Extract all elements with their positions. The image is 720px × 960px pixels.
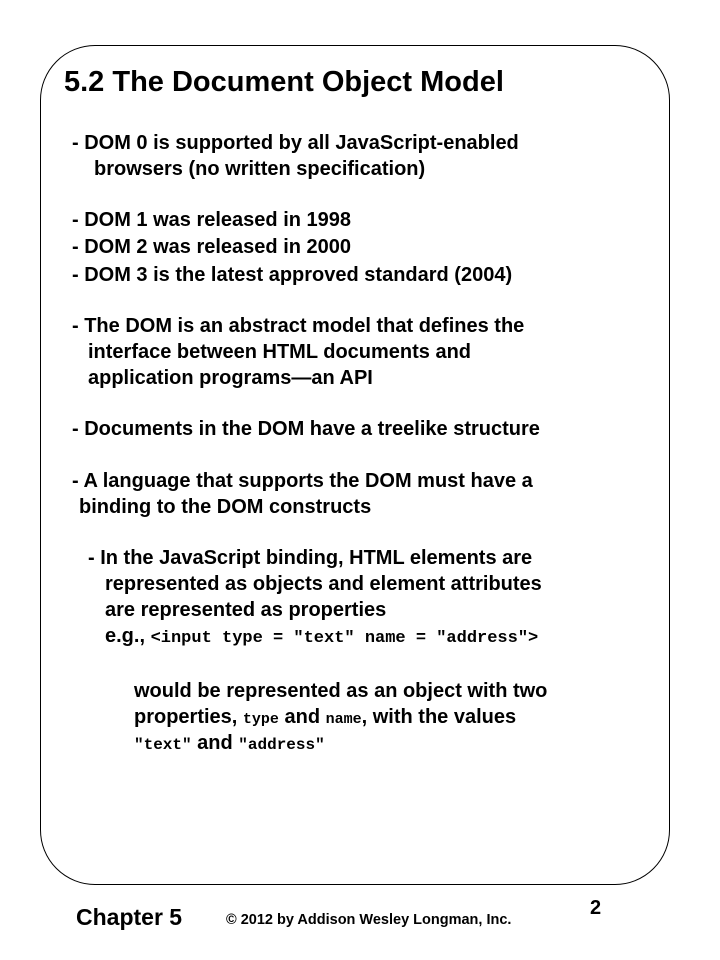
input-element-code: <input type = "text" name = "address">: [150, 629, 539, 648]
sub-bullet-line1: - In the JavaScript binding, HTML elements are: [88, 547, 533, 569]
sub-bullet-line2: represented as objects and element attributes: [105, 573, 542, 595]
properties-label: properties,: [134, 706, 243, 728]
bullet-abstract-line2: interface between HTML documents and: [88, 341, 472, 363]
bullet-dom0-line2: browsers (no written specification): [94, 158, 426, 180]
example-desc-line2: [134, 706, 516, 729]
code-text-value: "text": [134, 736, 192, 754]
and-word-1: and: [278, 706, 326, 728]
bullet-dom0-line1: - DOM 0 is supported by all JavaScript-enabled: [72, 132, 519, 154]
code-address-value: "address": [238, 736, 325, 754]
example-desc-line1: would be represented as an object with two: [134, 680, 548, 702]
bullet-tree: - Documents in the DOM have a treelike structure: [72, 418, 540, 440]
footer-copyright: © 2012 by Addison Wesley Longman, Inc.: [226, 912, 512, 928]
bullet-binding-line2: binding to the DOM constructs: [79, 496, 372, 518]
slide-title: 5.2 The Document Object Model: [64, 66, 504, 98]
code-type: type: [242, 711, 279, 728]
sub-bullet-line3: are represented as properties: [105, 599, 387, 621]
example-code-line: [105, 625, 538, 648]
eg-label: e.g.,: [105, 625, 151, 647]
example-desc-line3: [134, 732, 325, 755]
footer-chapter: Chapter 5: [76, 904, 183, 930]
values-label: , with the values: [361, 706, 517, 728]
bullet-abstract-line3: application programs—an API: [88, 367, 373, 389]
bullet-dom1: - DOM 1 was released in 1998: [72, 209, 352, 231]
bullet-dom2: - DOM 2 was released in 2000: [72, 236, 352, 258]
bullet-abstract-line1: - The DOM is an abstract model that defines the: [72, 315, 525, 337]
bullet-binding-line1: - A language that supports the DOM must have a: [72, 470, 533, 492]
and-word-2: and: [191, 732, 239, 754]
page-number: 2: [590, 897, 602, 919]
bullet-dom3: - DOM 3 is the latest approved standard (2004): [72, 264, 513, 286]
code-name: name: [325, 711, 362, 728]
